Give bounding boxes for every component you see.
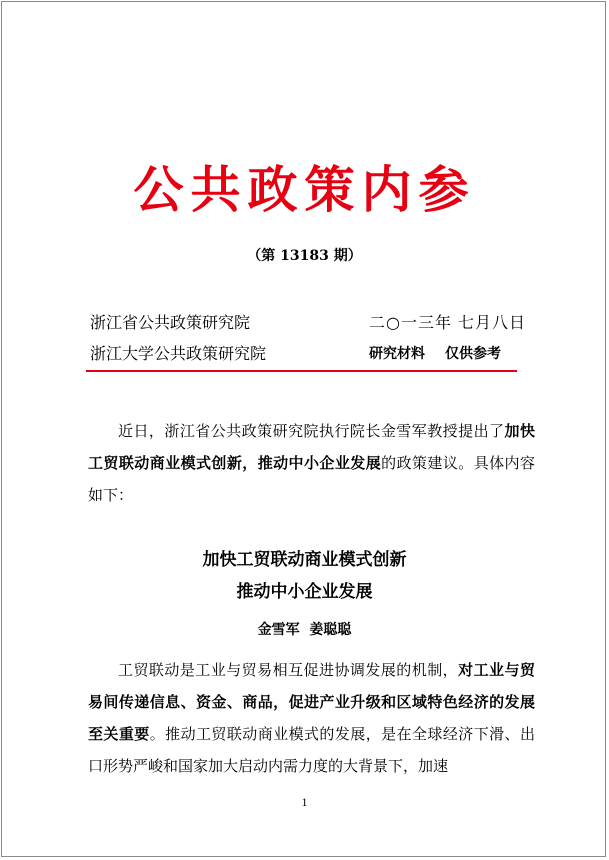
page-number: 1 bbox=[301, 795, 308, 809]
body-paragraph bbox=[88, 654, 535, 782]
body-text-bold: 对工业与贸易间传递信息、资金、商品，促进产业升级和区域特色经济的发展至关重要 bbox=[88, 661, 535, 743]
body-text-2: 。推动工贸联动商业模式的发展，是在全球经济下滑、出口形势严峻和国家加大启动内需力度的大背景下，加速 bbox=[88, 725, 535, 775]
org-name-university: 浙江大学公共政策研究院 bbox=[90, 344, 267, 363]
intro-text-2: 的政策建议。具体内容如下： bbox=[88, 454, 535, 504]
intro-text-1: 近日，浙江省公共政策研究院执行院长金雪军教授提出了 bbox=[118, 422, 505, 440]
usage-note bbox=[369, 343, 501, 365]
usage-note-research: 研究材料 bbox=[369, 346, 425, 362]
intro-paragraph bbox=[88, 415, 535, 511]
org-name-provincial: 浙江省公共政策研究院 bbox=[90, 313, 251, 332]
article-subtitle: 推动中小企业发展 bbox=[236, 582, 373, 602]
masthead-title: 公共政策内参 bbox=[133, 160, 476, 219]
body-text-1: 工贸联动是工业与贸易相互促进协调发展的机制， bbox=[118, 661, 459, 679]
article-title: 加快工贸联动商业模式创新 bbox=[202, 550, 407, 570]
article-authors: 金雪军 姜聪聪 bbox=[257, 622, 352, 638]
issue-number: （第 13183 期） bbox=[247, 248, 362, 264]
issue-date: 二○一三年 七月八日 bbox=[369, 313, 527, 332]
usage-note-reference: 仅供参考 bbox=[445, 346, 501, 362]
intro-text-bold: 加快工贸联动商业模式创新，推动中小企业发展 bbox=[88, 422, 535, 472]
header-divider bbox=[86, 370, 517, 372]
